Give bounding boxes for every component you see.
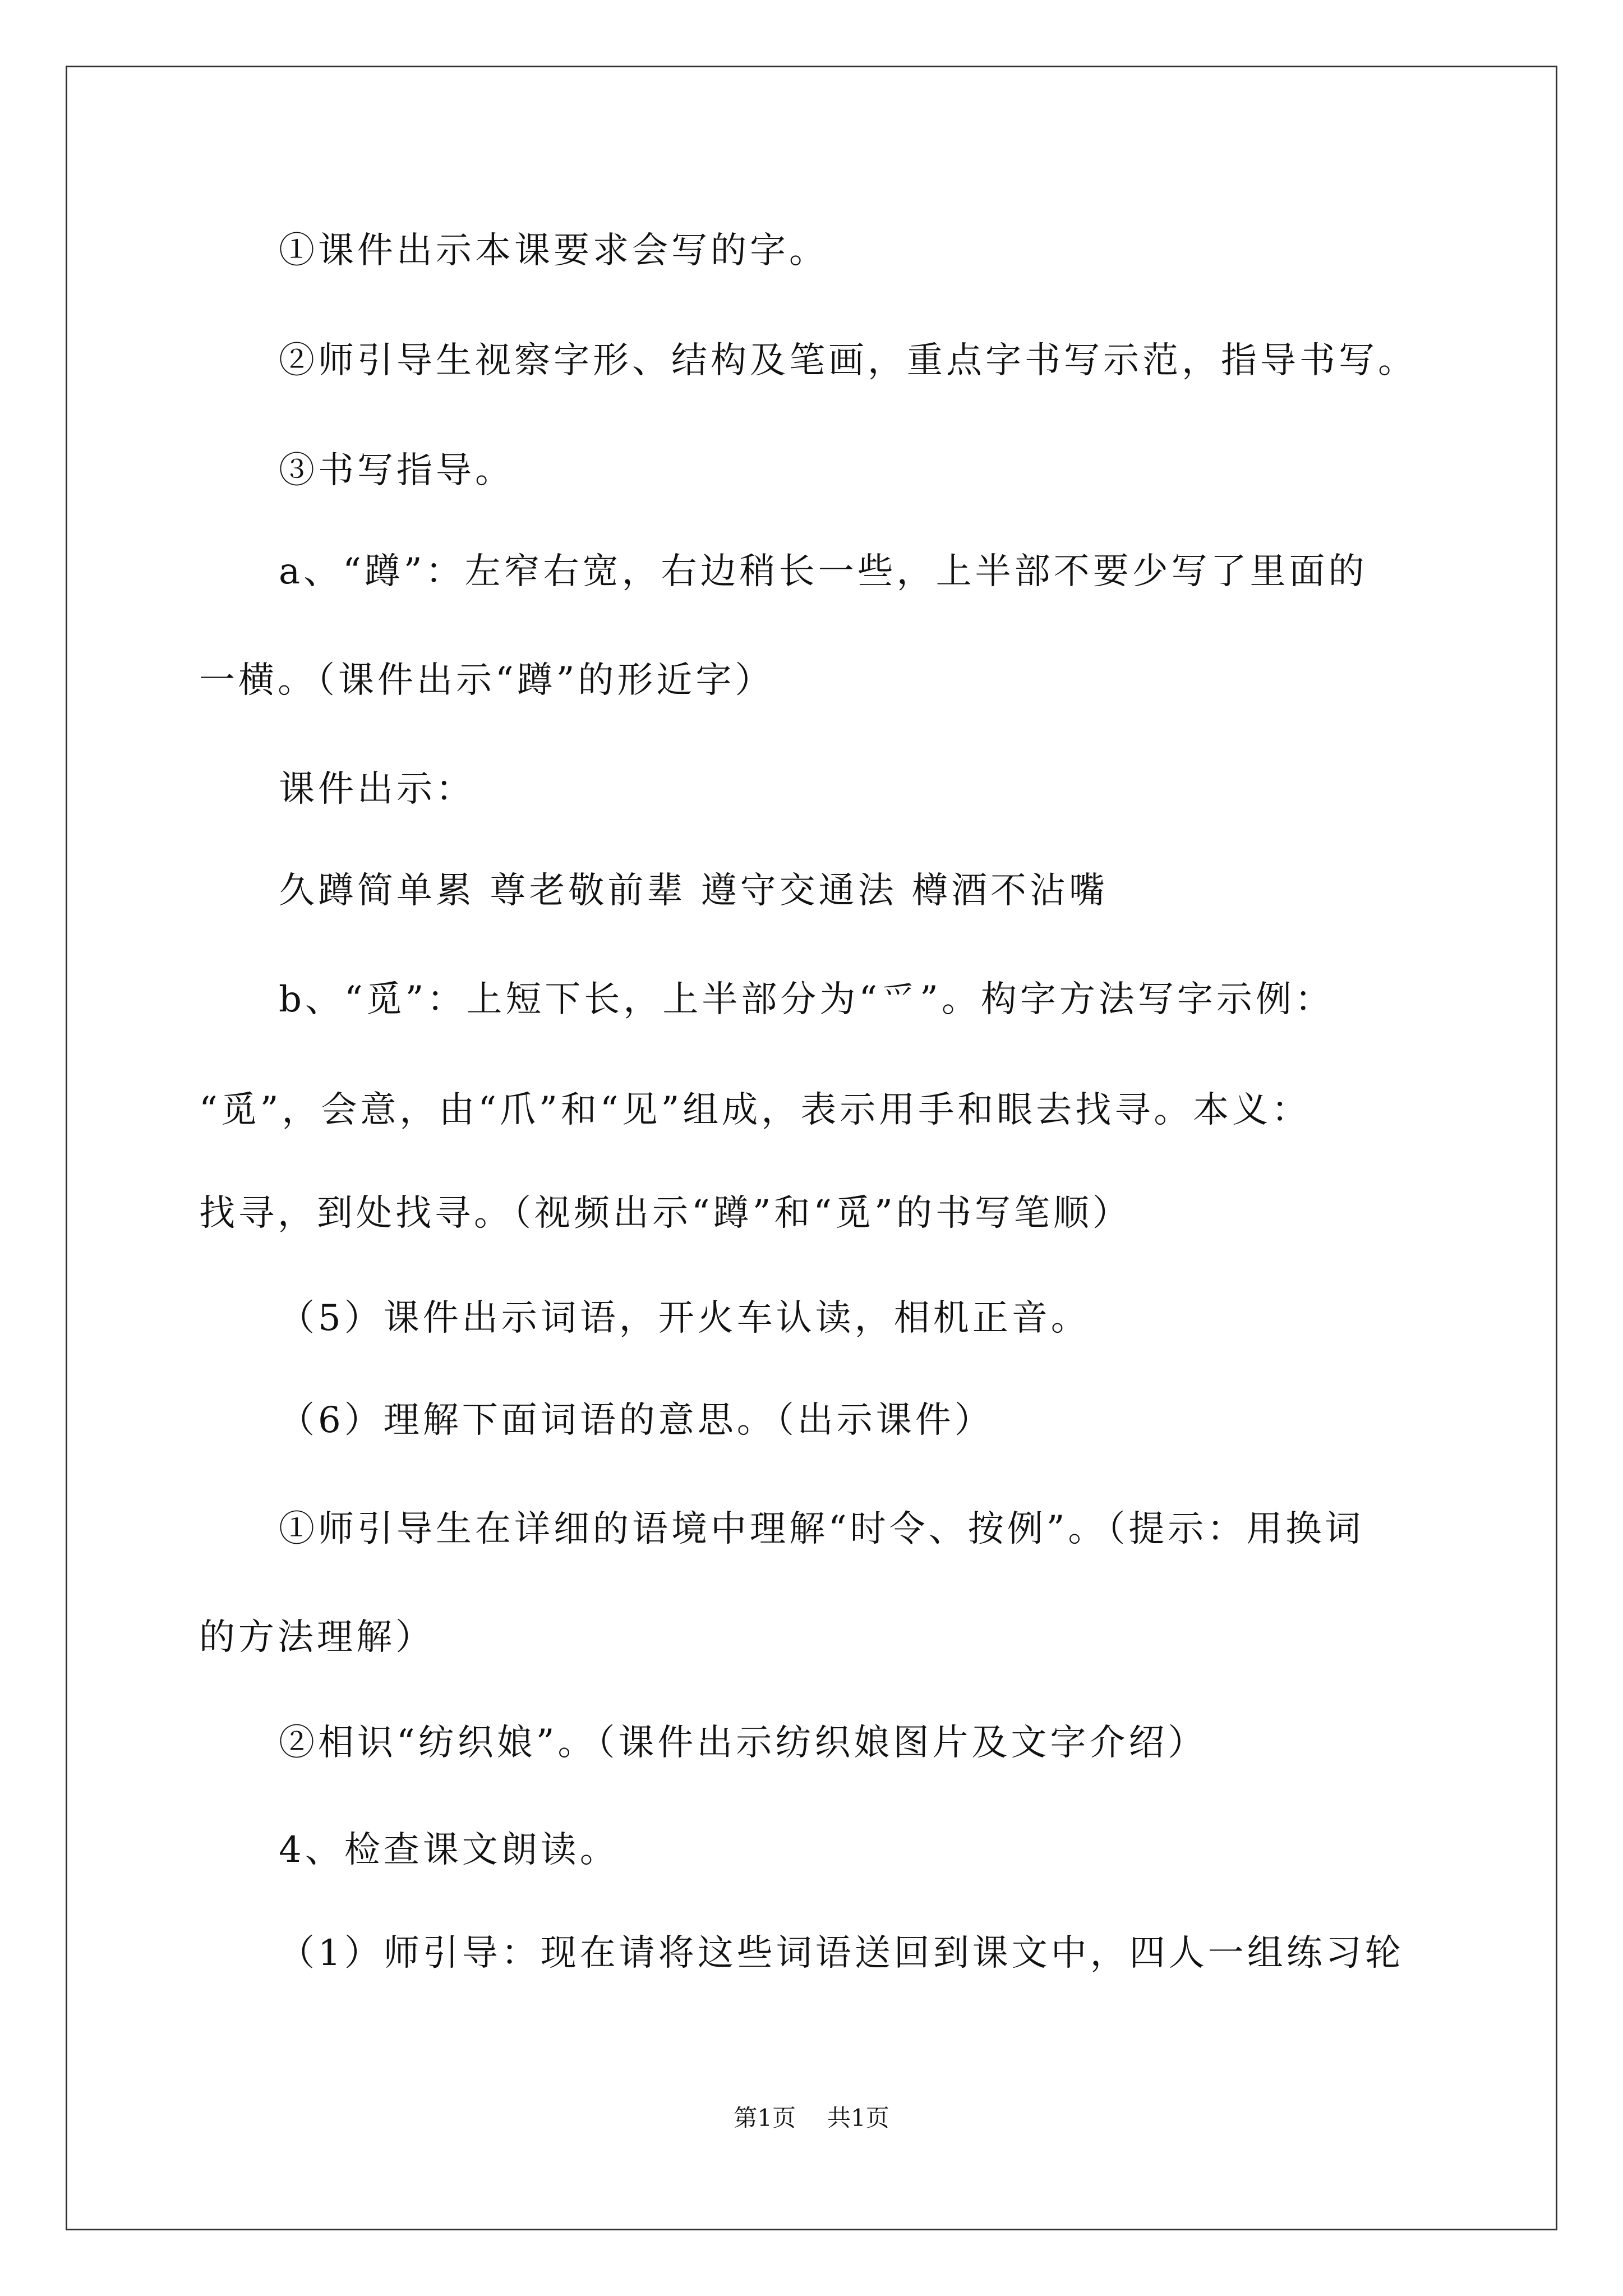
text-line: ②师引导生视察字形、结构及笔画，重点字书写示范，指导书写。: [279, 340, 1417, 381]
page-number-total: 共1页: [827, 2104, 889, 2132]
text-line: b、“觅”：上短下长，上半部分为“爫”。构字方法写字示例：: [279, 979, 1334, 1020]
text-line: （5）课件出示词语，开火车认读，相机正音。: [279, 1297, 1090, 1339]
text-line: a、“蹲”：左窄右宽，右边稍长一些，上半部不要少写了里面的: [279, 551, 1368, 592]
text-line: （1）师引导：现在请将这些词语送回到课文中，四人一组练习轮: [279, 1932, 1404, 1974]
text-line: 4、检查课文朗读。: [279, 1829, 619, 1871]
text-line: 课件出示：: [279, 769, 475, 810]
text-line: 的方法理解）: [199, 1617, 435, 1658]
text-line: （6）理解下面词语的意思。（出示课件）: [279, 1400, 994, 1441]
text-line: 久蹲简单累 尊老敬前辈 遵守交通法 樽酒不沾嘴: [279, 870, 1109, 912]
page-border: [66, 66, 1557, 2230]
text-line: “觅”，会意，由“爪”和“见”组成，表示用手和眼去找寻。本义：: [199, 1089, 1311, 1131]
text-line: 一横。（课件出示“蹲”的形近字）: [199, 660, 774, 701]
text-line: ②相识“纺织娘”。（课件出示纺织娘图片及文字介绍）: [279, 1722, 1207, 1764]
page-footer: [0, 2106, 1623, 2130]
page-number-current: 第1页: [734, 2104, 796, 2132]
text-line: ③书写指导。: [279, 450, 514, 491]
text-line: ①课件出示本课要求会写的字。: [279, 230, 828, 272]
text-line: ①师引导生在详细的语境中理解“时令、按例”。（提示：用换词: [279, 1508, 1364, 1550]
text-line: 找寻，到处找寻。（视频出示“蹲”和“觅”的书写笔顺）: [199, 1193, 1132, 1234]
